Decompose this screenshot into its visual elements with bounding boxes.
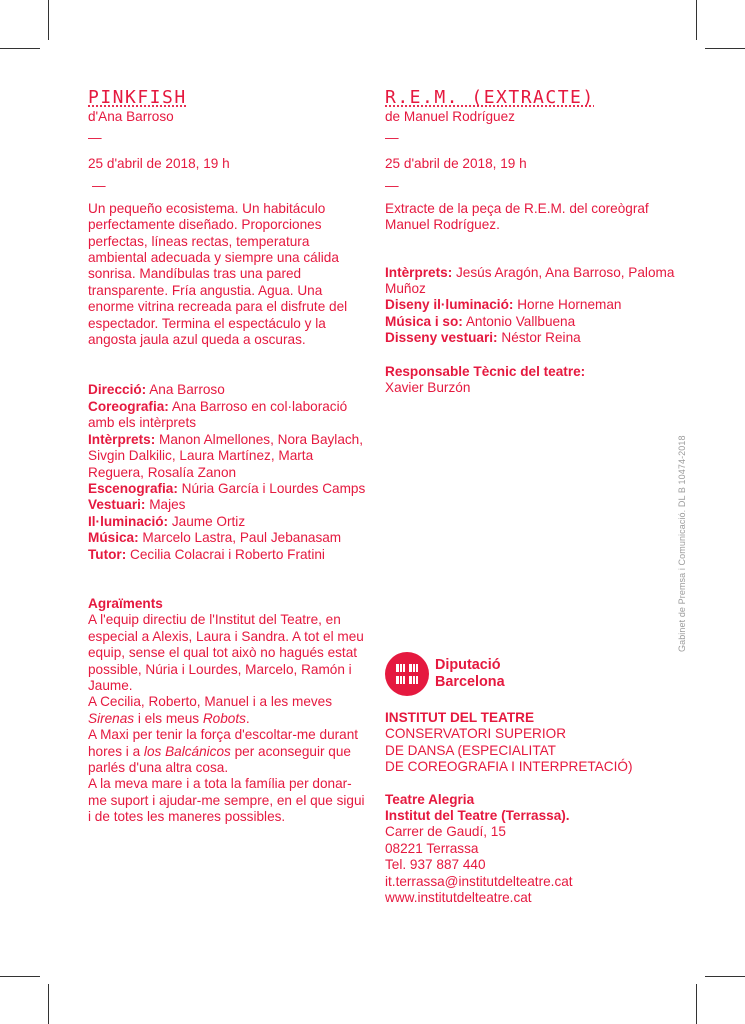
technical-manager-label: Responsable Tècnic del teatre:: [385, 363, 586, 379]
credits-list: [88, 382, 368, 562]
technical-manager-name: Xavier Burzón: [385, 380, 471, 396]
thanks-paragraph: A l'equip directiu de l'Institut del Teatre, en especial a Alexis, Laura i Sandra. A tot el meu equip, sense el qual tot això no hagués estat possible, Núria i Lourdes, Marcelo, Ramón i Jaume.: [88, 612, 364, 693]
credit-row: Coreografia: Ana Barroso en col·laboració amb els intèrprets: [88, 398, 348, 431]
crop-mark: [705, 48, 745, 49]
crop-mark: [48, 984, 49, 1024]
credit-row: Música: Marcelo Lastra, Paul Jebanasam: [88, 530, 342, 546]
divider-dash: —: [92, 177, 106, 193]
credit-row: Tutor: Cecilia Colacrai i Roberto Fratini: [88, 546, 325, 562]
emblem-glyph-icon: [385, 652, 429, 696]
institute-name: INSTITUT DEL TEATRE: [385, 710, 535, 725]
credit-row: Escenografia: Núria García i Lourdes Camps: [88, 480, 366, 496]
crop-mark: [696, 0, 697, 40]
show-description: Extracte de la peça de R.E.M. del coreògraf Manuel Rodríguez.: [385, 200, 649, 233]
credit-row: Direcció: Ana Barroso: [88, 382, 225, 398]
institute-block: [385, 710, 675, 906]
venue-street: Carrer de Gaudí, 15: [385, 824, 506, 840]
thanks-paragraph: A Maxi per tenir la força d'escoltar-me durant hores i a los Balcánicos per aconseguir que parlés d'una altra cosa.: [88, 727, 359, 775]
divider-dash: —: [385, 130, 399, 146]
venue-block: [385, 792, 675, 907]
author: de Manuel Rodríguez: [385, 109, 515, 124]
left-column: [88, 88, 368, 826]
author: d'Ana Barroso: [88, 109, 174, 124]
venue-phone: Tel. 937 887 440: [385, 857, 486, 873]
show-description: Un pequeño ecosistema. Un habitáculo perfectamente diseñado. Proporciones perfectas, líneas rectas, temperatura ambiental adecuada y siempre una cálida sonrisa. Mandíbulas tras una pared transparente. Fría angustia. Agua. Una enorme vitrina recreada para el disfrute del espectador. Termina el espectáculo y la angosta jaula azul queda a oscuras.: [88, 200, 348, 348]
side-note: [677, 435, 697, 672]
crop-mark: [705, 976, 745, 977]
acknowledgements: [88, 596, 368, 826]
divider-dash: —: [88, 130, 102, 146]
diputacio-barcelona-logo: [385, 652, 685, 700]
credit-row: Vestuari: Majes: [88, 497, 186, 513]
performance-date: 25 d'abril de 2018, 19 h: [385, 156, 527, 172]
institute-line: DE DANSA (ESPECIALITAT: [385, 742, 556, 758]
venue-org: Institut del Teatre (Terrassa).: [385, 808, 570, 824]
institute-line: DE COREOGRAFIA I INTERPRETACIÓ): [385, 759, 633, 775]
right-column: [385, 88, 675, 396]
acknowledgements-heading: Agraïments: [88, 595, 163, 611]
venue-city: 08221 Terrassa: [385, 840, 479, 856]
technical-manager: [385, 364, 675, 397]
thanks-paragraph: A la meva mare i a tota la família per donar-me suport i ajudar-me sempre, en el que sigui i de totes les maneres possibles.: [88, 776, 365, 825]
venue-website[interactable]: www.institutdelteatre.cat: [385, 890, 532, 906]
institute-line: CONSERVATORI SUPERIOR: [385, 726, 567, 742]
show-title-rem: R.E.M. (EXTRACTE): [385, 87, 595, 108]
venue-name: Teatre Alegria: [385, 791, 475, 807]
venue-email[interactable]: it.terrassa@institutdelteatre.cat: [385, 873, 573, 889]
thanks-paragraph: A Cecilia, Roberto, Manuel i a les meves Sirenas i els meus Robots.: [88, 694, 333, 726]
crop-mark: [696, 984, 697, 1024]
crop-mark: [48, 0, 49, 40]
credit-row: Diseny il·luminació: Horne Horneman: [385, 297, 622, 313]
credits-list: [385, 265, 675, 347]
show-title-pinkfish: PINKFISH: [88, 87, 187, 108]
credit-row: Música i so: Antonio Vallbuena: [385, 313, 576, 329]
performance-date: 25 d'abril de 2018, 19 h: [88, 156, 230, 172]
crop-mark: [0, 48, 40, 49]
logo-wordmark: Diputació Barcelona: [435, 657, 505, 690]
divider-dash: —: [385, 177, 399, 193]
credit-row: Disseny vestuari: Néstor Reina: [385, 330, 581, 346]
side-note-text: Gabinet de Premsa i Comunicació. DL B 10474-2018: [677, 435, 687, 652]
credit-row: Intèrprets: Manon Almellones, Nora Baylach, Sivgin Dalkilic, Laura Martínez, Marta Reguera, Rosalía Zanon: [88, 431, 364, 480]
crop-mark: [0, 976, 40, 977]
logo-emblem-icon: [385, 652, 429, 696]
credit-row: Intèrprets: Jesús Aragón, Ana Barroso, Paloma Muñoz: [385, 264, 675, 297]
credit-row: Il·luminació: Jaume Ortiz: [88, 513, 246, 529]
